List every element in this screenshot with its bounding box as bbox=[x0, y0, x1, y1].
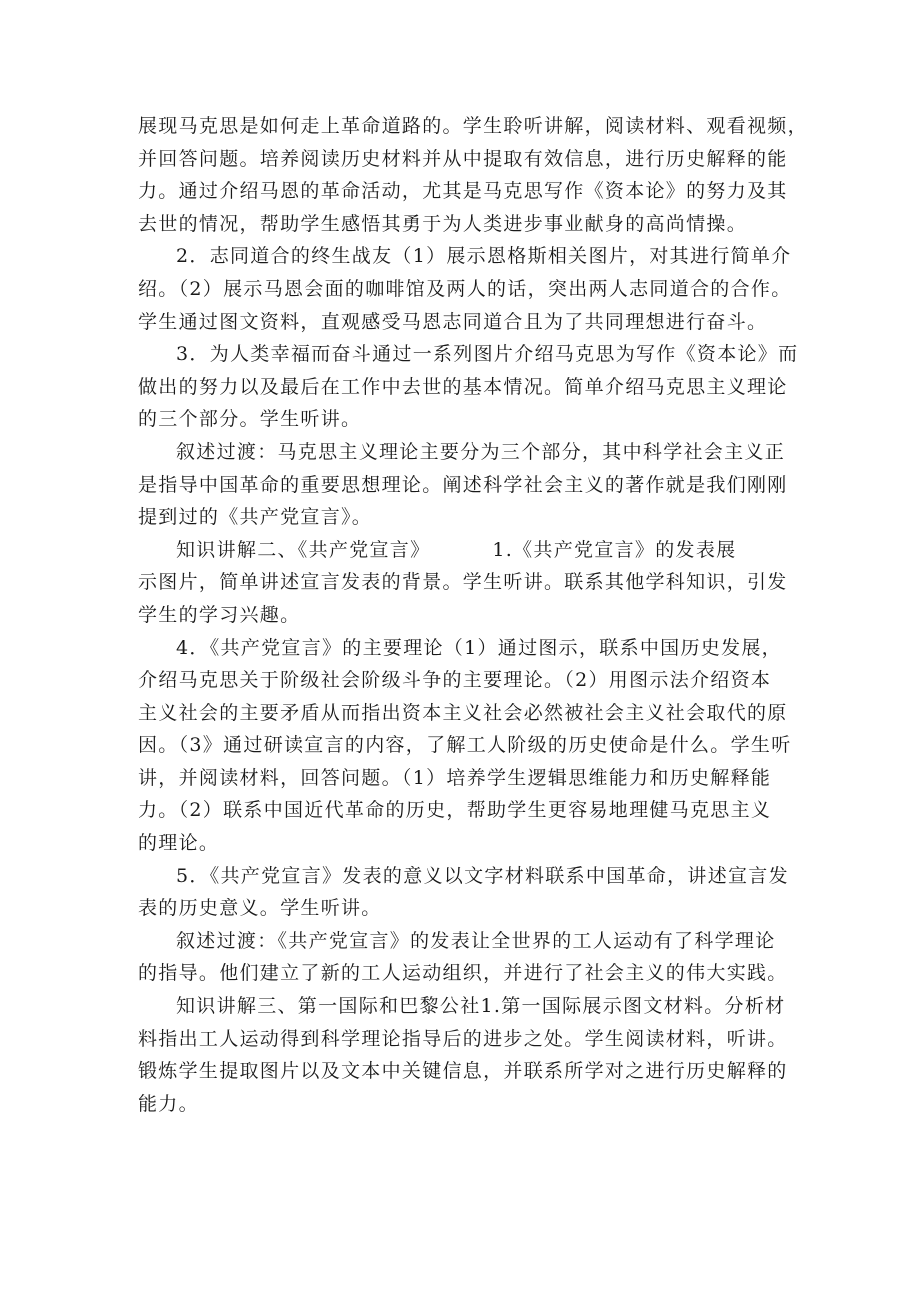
text-line: 叙述过渡：马克思主义理论主要分为三个部分，其中科学社会主义正 bbox=[176, 440, 786, 463]
text-line: 4．《共产党宣言》的主要理论（1）通过图示，联系中国历史发展， bbox=[176, 636, 782, 659]
paragraph-7 bbox=[138, 860, 788, 925]
text-line: 因。（3》通过研读宣言的内容，了解工人阶级的历史使命是什么。学生听 bbox=[138, 734, 792, 757]
text-line: 能力。 bbox=[138, 1092, 199, 1115]
text-line: 展现马克思是如何走上革命道路的。学生聆听讲解，阅读材料、观看视频， bbox=[138, 115, 808, 137]
text-line: 学生的学习兴趣。 bbox=[138, 603, 301, 626]
document-page bbox=[138, 110, 808, 1120]
paragraph-9 bbox=[138, 990, 788, 1120]
text-line: 的理论。 bbox=[138, 832, 220, 855]
text-line: 5．《共产党宣言》发表的意义以文字材料联系中国革命，讲述宣言发 bbox=[176, 864, 789, 887]
text-line bbox=[138, 534, 788, 567]
text-line: 提到过的《共产党宣言》。 bbox=[138, 506, 373, 529]
text-line: 料指出工人运动得到科学理论指导后的进步之处。学生阅读材料，听讲。 bbox=[138, 1027, 788, 1050]
text-line: 的三个部分。学生听讲。 bbox=[138, 408, 362, 431]
text-line: 叙述过渡：《共产党宣言》的发表让全世界的工人运动有了科学理论 bbox=[176, 929, 776, 952]
text-line: 去世的情况，帮助学生感悟其勇于为人类进步事业献身的高尚情操。 bbox=[138, 212, 748, 235]
text-line: 2．志同道合的终生战友（1）展示恩格斯相关图片，对其进行简单介 bbox=[176, 245, 792, 268]
paragraph-1 bbox=[138, 110, 808, 240]
text-line: 学生通过图文资料，直观感受马恩志同道合且为了共同理想进行奋斗。 bbox=[138, 310, 768, 333]
text-line: 锻炼学生提取图片以及文本中关键信息，并联系所学对之进行历史解释的 bbox=[138, 1060, 788, 1083]
text-line: 绍。（2）展示马恩会面的咖啡馆及两人的话，突出两人志同道合的合作。 bbox=[138, 277, 792, 300]
text-line: 表的历史意义。学生听讲。 bbox=[138, 897, 382, 920]
text-line: 力。通过介绍马恩的革命活动，尤其是马克思写作《资本论》的努力及其 bbox=[138, 180, 788, 203]
paragraph-8 bbox=[138, 925, 788, 990]
paragraph-2 bbox=[138, 240, 792, 338]
text-line: 并回答问题。培养阅读历史材料并从中提取有效信息，进行历史解释的能 bbox=[138, 147, 788, 170]
paragraph-5 bbox=[138, 534, 788, 632]
text-line: 是指导中国革命的重要思想理论。阐述科学社会主义的著作就是我们刚刚 bbox=[138, 473, 788, 496]
text-line: 知识讲解三、第一国际和巴黎公社1.第一国际展示图文材料。分析材 bbox=[176, 995, 786, 1018]
section-heading: 知识讲解二、《共产党宣言》 bbox=[176, 538, 431, 561]
text-line: 力。（2）联系中国近代革命的历史，帮助学生更容易地理健马克思主义 bbox=[138, 799, 772, 822]
text-line: 做出的努力以及最后在工作中去世的基本情况。简单介绍马克思主义理论 bbox=[138, 375, 788, 398]
text-line: 主义社会的主要矛盾从而指出资本主义社会必然被社会主义社会取代的原 bbox=[138, 701, 788, 724]
text-fragment: 1.《共产党宣言》的发表展 bbox=[492, 538, 737, 561]
paragraph-3 bbox=[138, 338, 799, 436]
paragraph-6 bbox=[138, 632, 792, 860]
text-line: 的指导。他们建立了新的工人运动组织，并进行了社会主义的伟大实践。 bbox=[138, 962, 788, 985]
text-line: 3．为人类幸福而奋斗通过一系列图片介绍马克思为写作《资本论》而 bbox=[176, 343, 799, 366]
text-line: 介绍马克思关于阶级社会阶级斗争的主要理论。（2）用图示法介绍资本 bbox=[138, 669, 772, 692]
text-line: 示图片，简单讲述宣言发表的背景。学生听讲。联系其他学科知识，引发 bbox=[138, 571, 788, 594]
text-line: 讲，并阅读材料，回答问题。（1）培养学生逻辑思维能力和历史解释能 bbox=[138, 766, 772, 789]
paragraph-4 bbox=[138, 436, 788, 534]
